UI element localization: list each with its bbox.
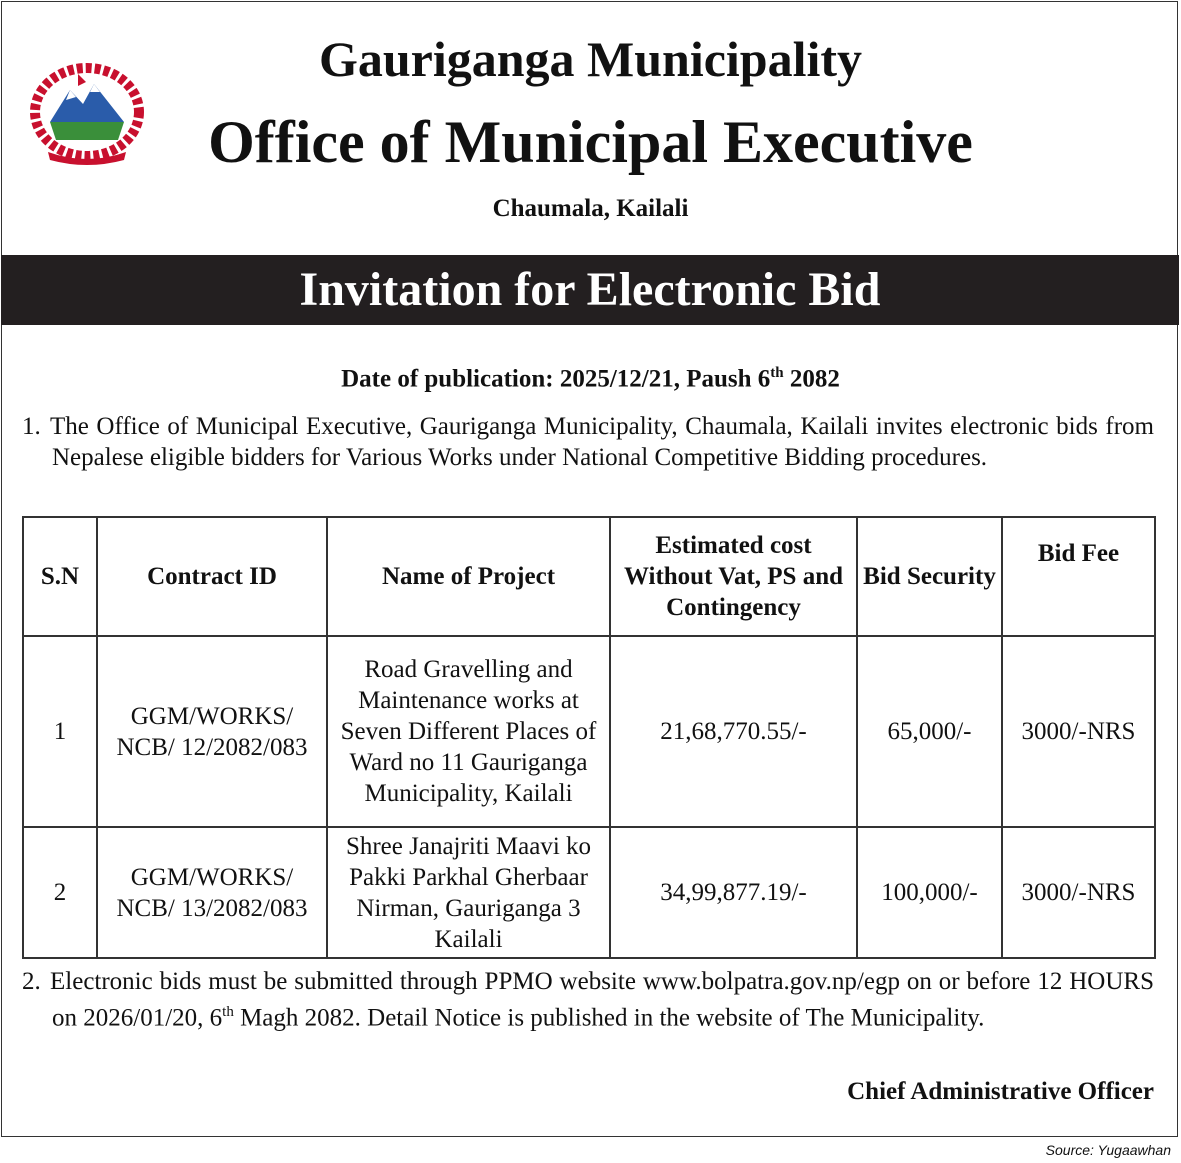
date-text: Date of publication: 2025/12/21, Paush 6 (341, 365, 771, 393)
header-sn: S.N (23, 517, 97, 636)
paragraph-2 (22, 966, 1154, 1033)
source-credit: Source: Yugaawhan (1045, 1142, 1171, 1158)
para-sup: th (222, 1004, 234, 1020)
table-header-row (23, 517, 1155, 636)
paragraph-1 (22, 411, 1154, 473)
signatory: Chief Administrative Officer (847, 1078, 1154, 1105)
date-year: 2082 (783, 365, 840, 393)
municipality-name: Gauriganga Municipality (318, 31, 863, 87)
bid-table (22, 516, 1156, 959)
office-title: Office of Municipal Executive (208, 109, 973, 175)
para-text (22, 966, 1154, 1033)
cell-security: 100,000/- (857, 827, 1002, 958)
table-row (23, 827, 1155, 958)
notice-banner: Invitation for Electronic Bid (1, 255, 1179, 325)
table-row (23, 636, 1155, 827)
cell-contract-id: GGM/WORKS/ NCB/ 12/2082/083 (97, 636, 327, 827)
publication-date (0, 365, 1181, 393)
cell-sn: 1 (23, 636, 97, 827)
date-sup: th (770, 365, 784, 381)
cell-contract-id: GGM/WORKS/ NCB/ 13/2082/083 (97, 827, 327, 958)
cell-cost: 21,68,770.55/- (610, 636, 857, 827)
para-number: 1. (22, 413, 41, 440)
header-fee: Bid Fee (1002, 517, 1155, 636)
cell-fee: 3000/-NRS (1002, 827, 1155, 958)
cell-project: Road Gravelling and Maintenance works at Seven Different Places of Ward no 11 Gauriganga Municipality, Kailali (327, 636, 610, 827)
cell-cost: 34,99,877.19/- (610, 827, 857, 958)
cell-sn: 2 (23, 827, 97, 958)
cell-security: 65,000/- (857, 636, 1002, 827)
para-text-b: Magh 2082. Detail Notice is published in the website of The Municipality. (233, 1004, 985, 1032)
cell-project: Shree Janajriti Maavi ko Pakki Parkhal Gherbaar Nirman, Gauriganga 3 Kailali (327, 827, 610, 958)
header-cost: Estimated cost Without Vat, PS and Contingency (610, 517, 857, 636)
para-text-a: Electronic bids must be submitted through PPMO website www.bolpatra.gov.np/egp on or before 12 HOURS on 2026/01/20, 6 (50, 968, 1154, 1032)
para-number: 2. (22, 968, 41, 995)
office-location: Chaumala, Kailali (492, 195, 689, 222)
header-contract-id: Contract ID (97, 517, 327, 636)
para-text: The Office of Municipal Executive, Gauriganga Municipality, Chaumala, Kailali invites electronic bids from Nepalese eligible bidders for Various Works under National Competitive Bidding procedures. (50, 413, 1154, 471)
header-project: Name of Project (327, 517, 610, 636)
header-security: Bid Security (857, 517, 1002, 636)
cell-fee: 3000/-NRS (1002, 636, 1155, 827)
